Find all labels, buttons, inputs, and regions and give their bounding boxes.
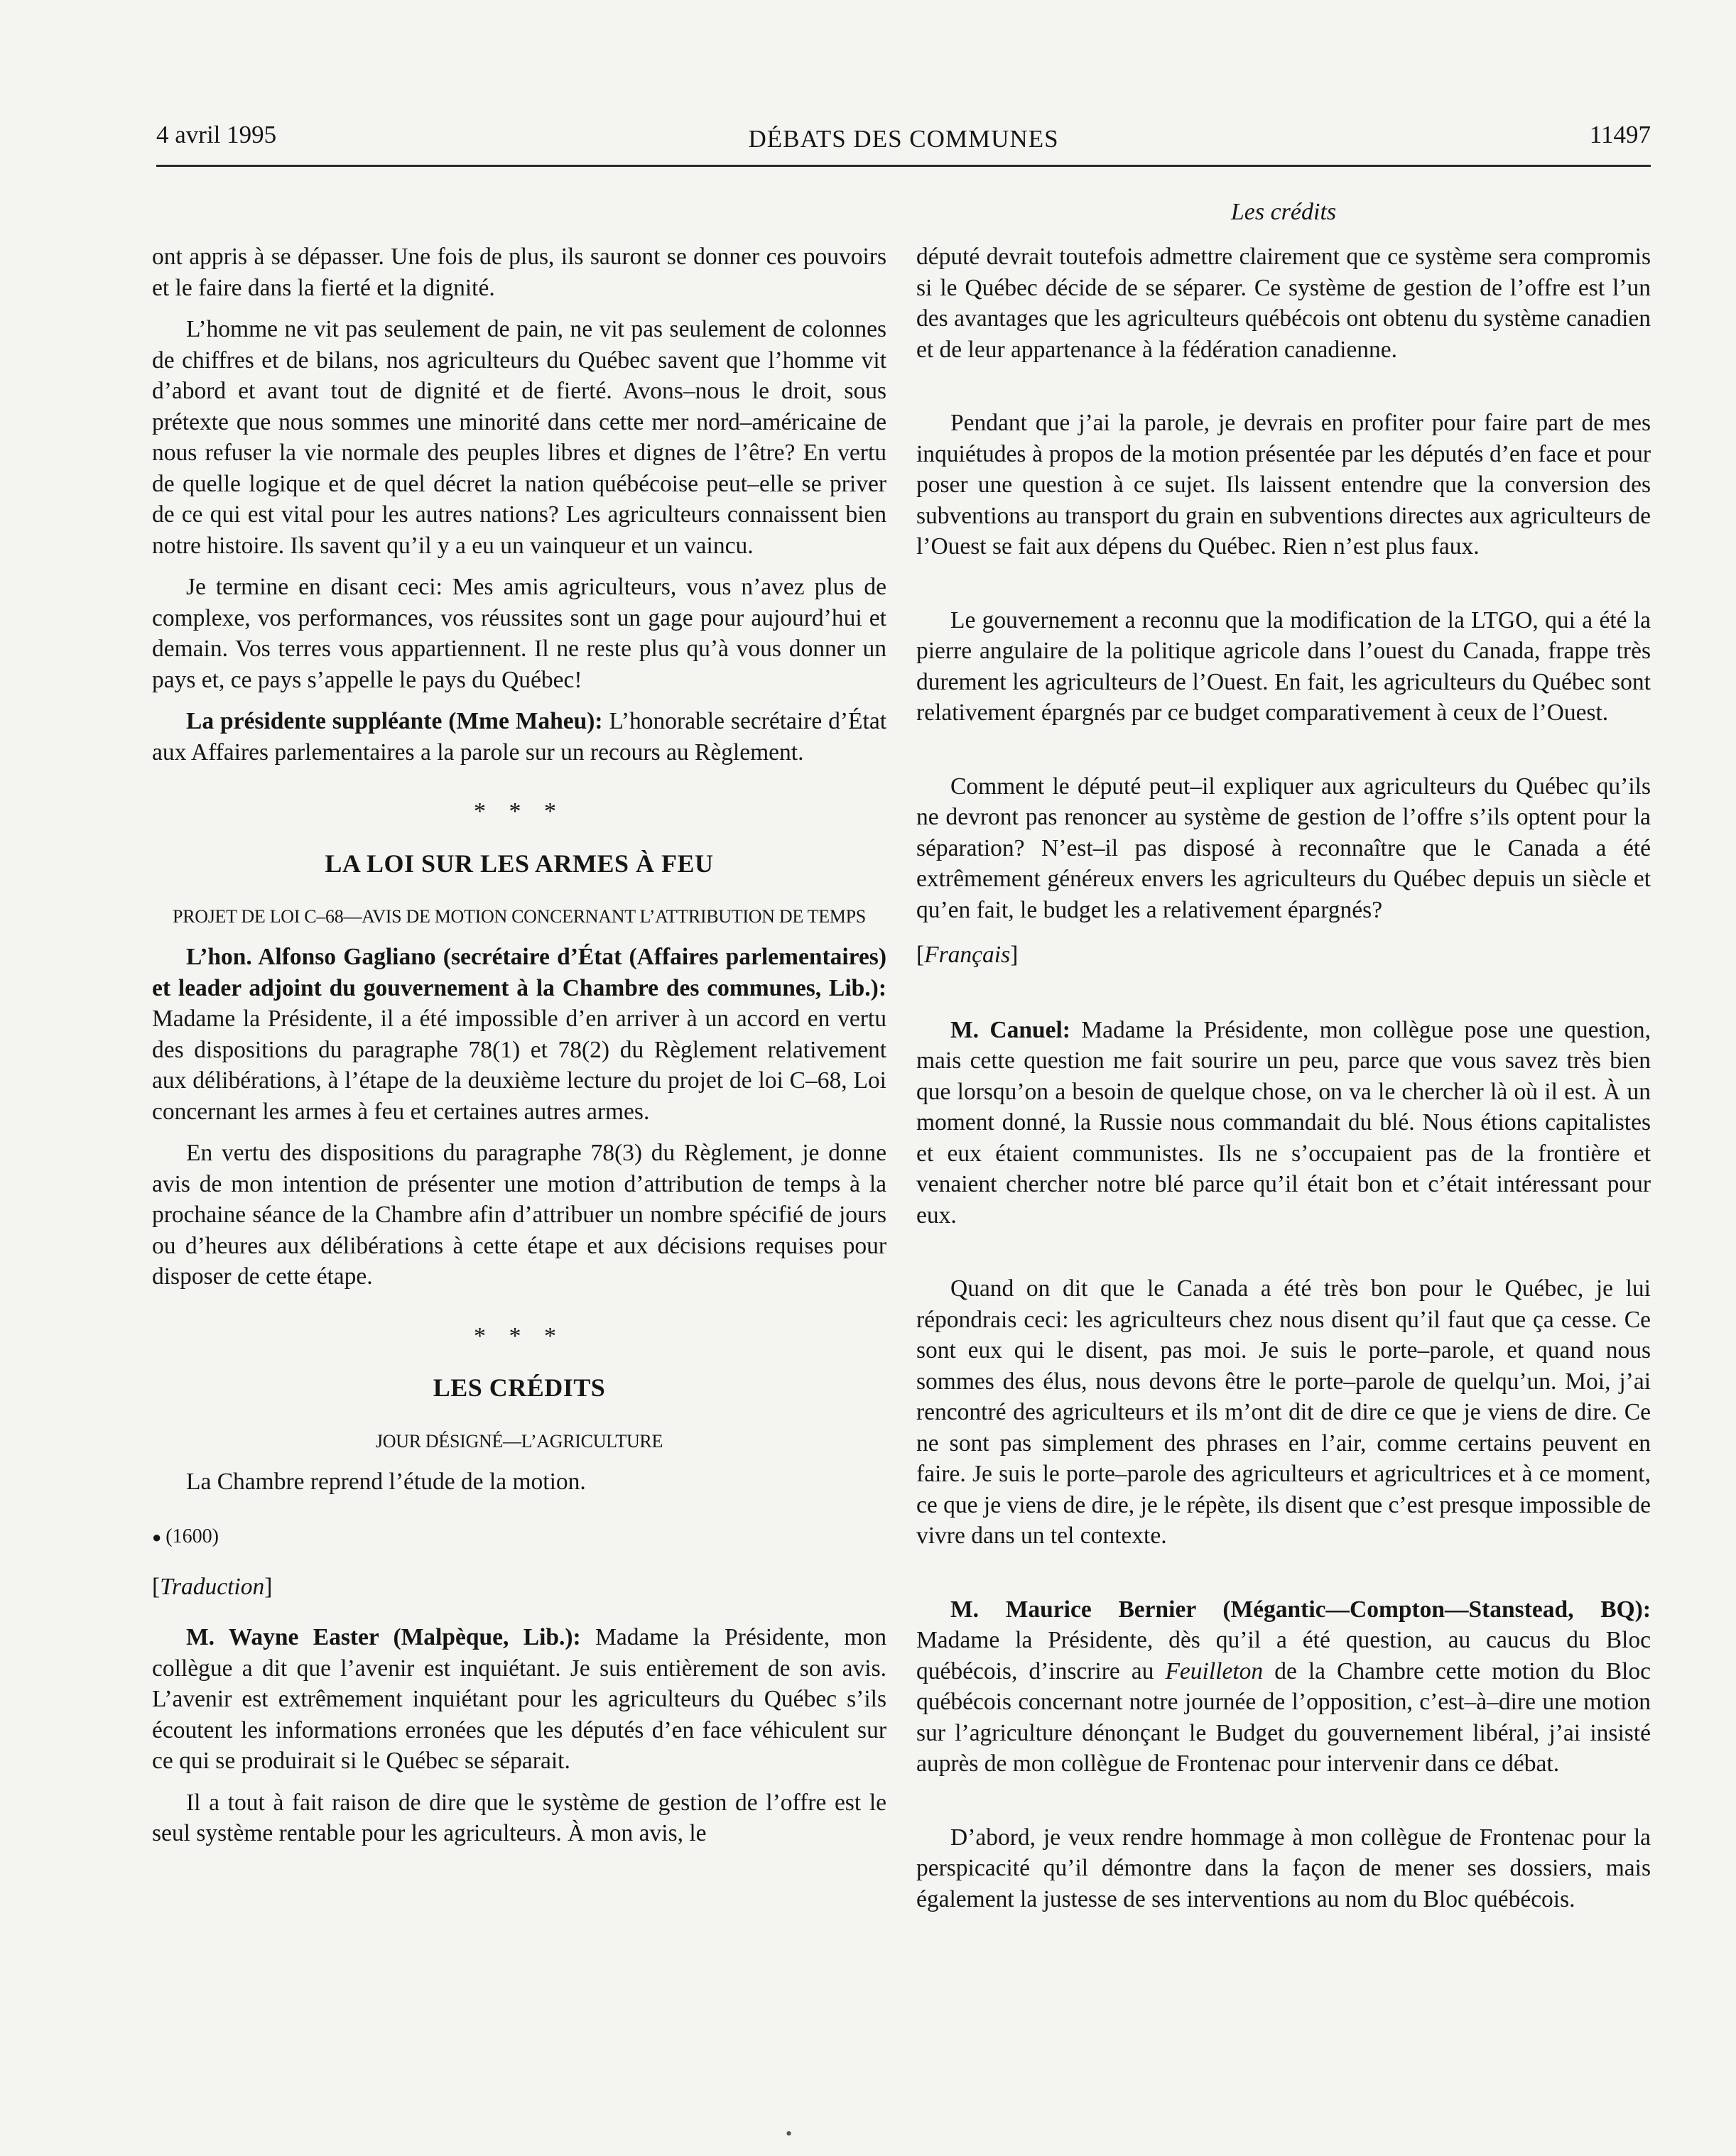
speaker-name: La présidente suppléante (Mme Maheu): <box>186 708 603 734</box>
paragraph: Quand on dit que le Canada a été très bon pour le Québec, je lui répondrais ceci: les agriculteurs chez nous disent qu’il faut que ça cesse. Ce sont eux qui le disent, pas moi. Je suis le porte–parole, et quand nous sommes des élus, nous devons être le porte–parole de quelqu’un. Moi, j’ai rencontré des agriculteurs et ils m’ont dit de dire ce que je viens de dire. Ce ne sont pas simplement des phrases en l’air, comme certains peuvent en faire. Je suis le porte–parole des agriculteurs et agricultrices et à ce moment, ce que je viens de dire, je le répète, ils disent que c’est presque impossible de vivre dans un tel contexte. <box>916 1275 1651 1549</box>
running-head: Les crédits <box>1230 199 1337 225</box>
paragraph: La Chambre reprend l’étude de la motion. <box>186 1468 586 1495</box>
header-rule <box>156 165 1651 167</box>
bracket: ] <box>264 1573 273 1600</box>
language-marker <box>152 1572 886 1603</box>
paragraph: D’abord, je veux rendre hommage à mon collègue de Frontenac pour la perspicacité qu’il démontre dans la façon de mener ses dossiers, mais également la justesse de ses interventions au nom du Bloc québécois. <box>916 1824 1651 1912</box>
subsection-heading: PROJET DE LOI C–68—AVIS DE MOTION CONCERNANT L’ATTRIBUTION DE TEMPS <box>173 906 866 927</box>
speaker-name: L’hon. Alfonso Gagliano (secrétaire d’État (Affaires parlementaires) et leader adjoint du gouvernement à la Chambre des communes, Lib.): <box>152 944 886 1001</box>
speech-paragraph <box>152 1622 886 1777</box>
paragraph: Pendant que j’ai la parole, je devrais en profiter pour faire part de mes inquiétudes à propos de la motion présentée par les députés d’en face et pour poser une question à ce sujet. Ils laissent entendre que la conversion des subventions au transport du grain en subventions directes aux agriculteurs de l’Ouest se fait aux dépens du Québec. Rien n’est plus faux. <box>916 410 1651 560</box>
language-marker <box>916 940 1651 971</box>
paragraph: En vertu des dispositions du paragraphe 78(3) du Règlement, je donne avis de mon intention de présenter une motion d’attribution de temps à la prochaine séance de la Chambre afin d’attribuer un nombre spécifié de jours ou d’heures aux délibérations à cette étape et aux décisions requises pour disposer de cette étape. <box>152 1140 886 1290</box>
timestamp <box>152 1521 886 1553</box>
left-column <box>152 241 886 1860</box>
speech-text-italic: Feuilleton <box>1165 1657 1264 1684</box>
section-heading: LES CRÉDITS <box>433 1373 606 1402</box>
footer-mark: • <box>786 2123 793 2144</box>
header-date: 4 avril 1995 <box>156 121 277 148</box>
speaker-name: M. Maurice Bernier (Mégantic—Compton—Stanstead, BQ): <box>950 1596 1651 1623</box>
speaker-name: M. Canuel: <box>950 1016 1070 1043</box>
section-heading: LA LOI SUR LES ARMES À FEU <box>325 849 714 878</box>
speaker-name: M. Wayne Easter (Malpèque, Lib.): <box>186 1624 581 1650</box>
paragraph: Comment le député peut–il expliquer aux agriculteurs du Québec qu’ils ne devront pas renoncer au système de gestion de l’offre s’ils optent pour la séparation? N’est–il pas disposé à reconnaître que le Canada a été extrêmement généreux envers les agriculteurs du Québec depuis un siècle et qu’en fait, le budget les a relativement épargnés? <box>916 773 1651 923</box>
bracket: ] <box>1010 942 1019 968</box>
subsection-heading: JOUR DÉSIGNÉ—L’AGRICULTURE <box>375 1430 663 1452</box>
header-page-number: 11497 <box>1589 121 1651 148</box>
speech-text: Madame la Présidente, il a été impossible d’en arriver à un accord en vertu des dispositions du paragraphe 78(1) et 78(2) du Règlement relativement aux délibérations, à l’étape de la deuxième lecture du projet de loi C–68, Loi concernant les armes à feu et certaines autres armes. <box>152 1006 886 1125</box>
bullet-icon: ● <box>152 1528 162 1546</box>
section-separator: * * * <box>474 1322 565 1349</box>
bracket: [ <box>916 942 925 968</box>
speech-paragraph <box>152 942 886 1127</box>
paragraph: député devrait toutefois admettre clairement que ce système sera compromis si le Québec décide de se séparer. Ce système de gestion de l’offre est l’un des avantages que les agriculteurs québécois ont obtenu du système canadien et de leur appartenance à la fédération canadienne. <box>916 244 1651 363</box>
paragraph: ont appris à se dépasser. Une fois de plus, ils sauront se donner ces pouvoirs et le faire dans la fierté et la dignité. <box>152 244 886 301</box>
speech-text: de la Chambre cette motion du Bloc québécois concernant notre journée de l’opposition, c’est–à–dire une motion sur l’agriculture dénonçant le Budget du gouvernement libéral, j’ai insisté auprès de mon collègue de Frontenac pour intervenir dans ce débat. <box>916 1657 1651 1777</box>
bracket: [ <box>152 1573 161 1600</box>
speech-text: Madame la Présidente, mon collègue pose une question, mais cette question me fait sourire un peu, parce que vous savez très bien que lorsqu’on a besoin de quelque chose, on va le chercher là où il est. À un moment donné, la Russie nous commandait du blé. Nous étions capitalistes et eux étaient communistes. Ils ne s’occupaient pas de la frontière et venaient chercher notre blé parce qu’il était bon et c’était intéressant pour eux. <box>916 1016 1651 1229</box>
speech-paragraph <box>152 706 886 768</box>
speech-text: L’honorable secrétaire d’État aux Affaires parlementaires a la parole sur un recours au Règlement. <box>152 708 887 766</box>
paragraph: Il a tout à fait raison de dire que le système de gestion de l’offre est le seul système rentable pour les agriculteurs. À mon avis, le <box>152 1789 886 1846</box>
language-label: Français <box>924 942 1011 968</box>
speech-text: Madame la Présidente, mon collègue a dit que l’avenir est inquiétant. Je suis entièrement de son avis. L’avenir est extrêmement inquiétant pour les agriculteurs du Québec s’ils écoutent les informations erronées que les députés d’en face véhiculent sur ce qui se produirait si le Québec se séparait. <box>152 1624 886 1774</box>
page-header <box>156 121 1651 163</box>
paragraph: Le gouvernement a reconnu que la modification de la LTGO, qui a été la pierre angulaire de la politique agricole dans l’ouest du Canada, frappe très durement les agriculteurs de l’Ouest. En fait, les agriculteurs du Québec sont relativement épargnés par ce budget comparativement à ceux de l’Ouest. <box>916 606 1651 726</box>
speech-text: Madame la Présidente, dès qu’il a été question, au caucus du Bloc québécois, d’inscrire au <box>916 1627 1651 1684</box>
language-label: Traduction <box>160 1573 265 1600</box>
speech-paragraph <box>916 1015 1651 1231</box>
section-separator: * * * <box>474 798 565 824</box>
paragraph: Je termine en disant ceci: Mes amis agriculteurs, vous n’avez plus de complexe, vos performances, vos réussites sont un gage pour aujourd’hui et demain. Vos terres vous appartiennent. Il ne reste plus qu’à vous donner un pays et, ce pays s’appelle le pays du Québec! <box>152 574 886 693</box>
header-title: DÉBATS DES COMMUNES <box>748 125 1059 153</box>
speech-paragraph <box>916 1594 1651 1780</box>
timestamp-text: (1600) <box>166 1525 219 1547</box>
paragraph: L’homme ne vit pas seulement de pain, ne vit pas seulement de colonnes de chiffres et de bilans, nos agriculteurs du Québec savent que l’homme vit d’abord et avant tout de dignité et de fierté. Avons–nous le droit, sous prétexte que nous sommes une minorité dans cette mer nord–américaine de nous refuser la vie normale des peuples libres et dignes de l’être? En vertu de quelle logique et de quel décret la nation québécoise peut–elle se priver de ce qui est vital pour les autres nations? Les agriculteurs connaissent bien notre histoire. Ils savent qu’il y a eu un vainqueur et un vaincu. <box>152 316 886 559</box>
right-column <box>916 241 1651 1925</box>
